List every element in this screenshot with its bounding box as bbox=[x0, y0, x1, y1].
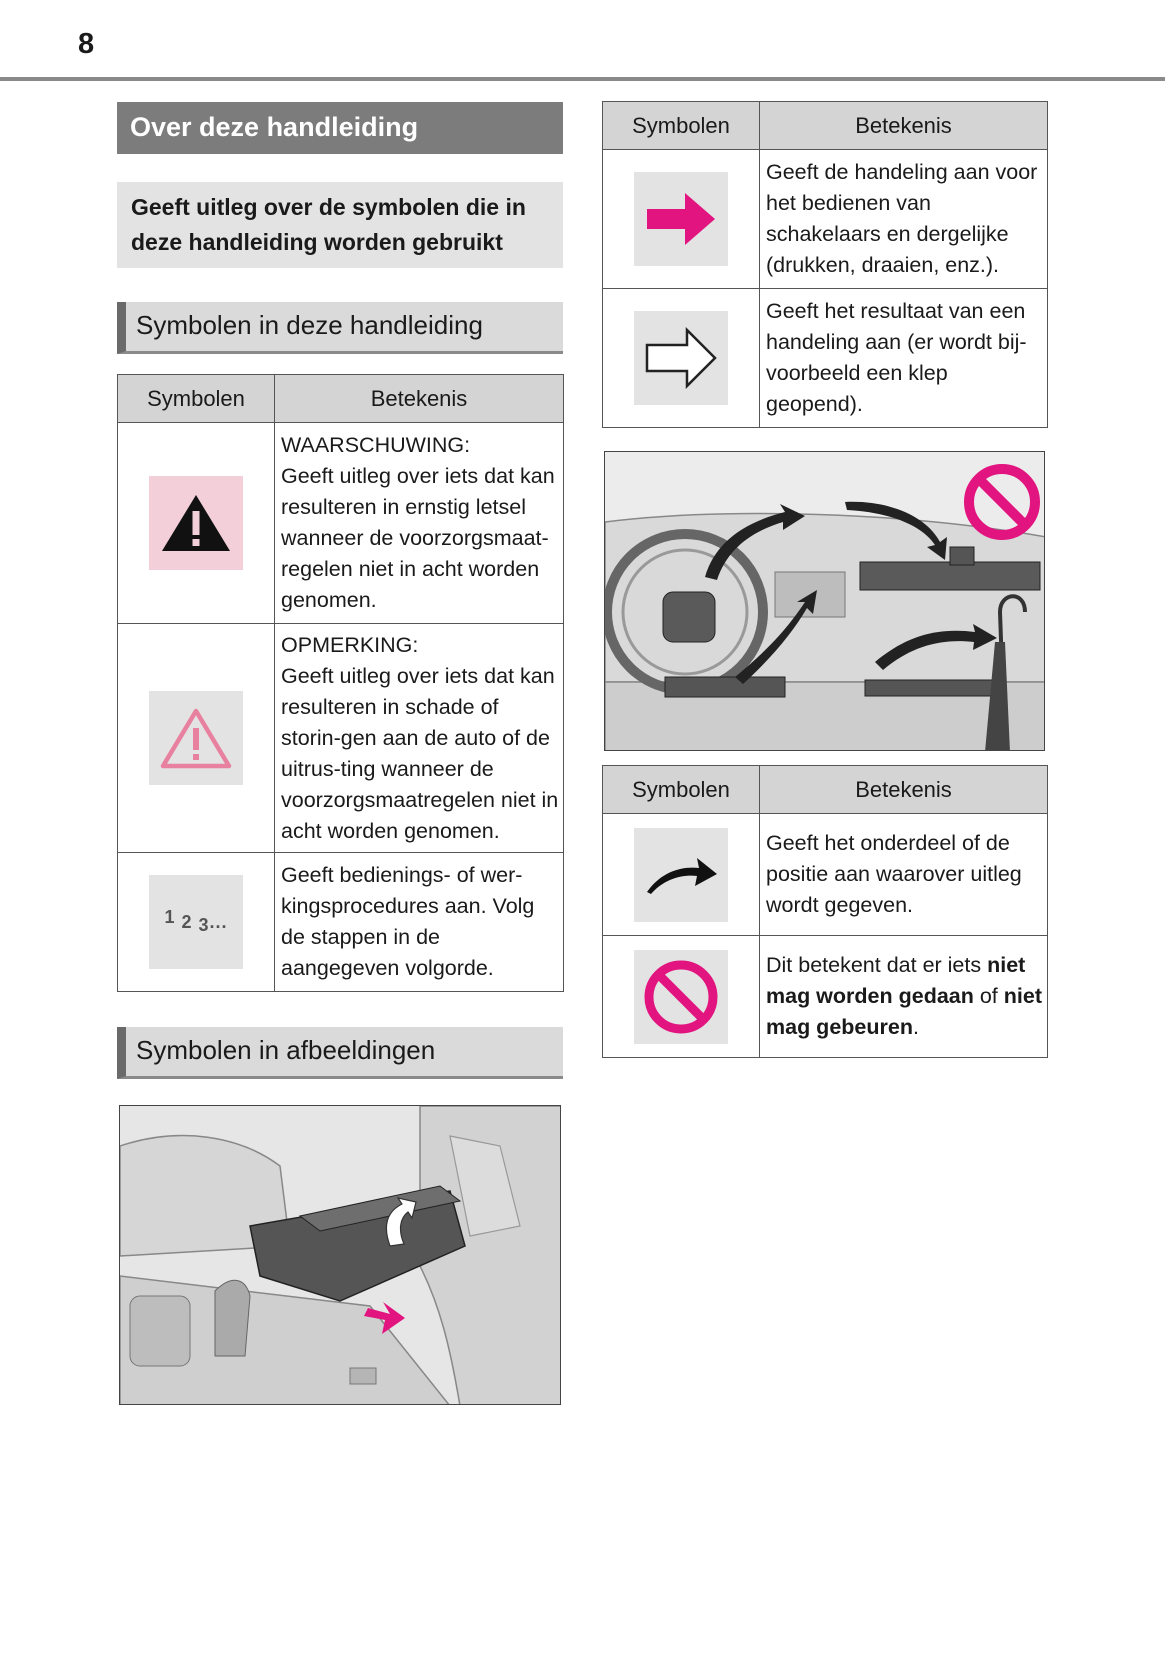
table-row bbox=[118, 423, 564, 624]
page-number: 8 bbox=[78, 28, 95, 60]
section-title: Over deze handleiding bbox=[117, 102, 563, 154]
table-row bbox=[603, 289, 1048, 428]
header-rule bbox=[0, 77, 1165, 81]
header-meaning: Betekenis bbox=[760, 766, 1048, 814]
symbols-manual-heading: Symbolen in deze handleiding bbox=[117, 302, 563, 354]
table-row bbox=[603, 150, 1048, 289]
header-meaning: Betekenis bbox=[760, 102, 1048, 150]
pointer-text: Geeft het onderdeel of de positie aan waarover uitleg wordt gegeven. bbox=[766, 831, 1022, 917]
intro-box: Geeft uitleg over de symbolen die in deze handleiding worden gebruikt bbox=[117, 182, 563, 268]
header-meaning: Betekenis bbox=[275, 375, 564, 423]
pointer-arrow-icon bbox=[634, 828, 728, 922]
steps-123-icon: 1 2 3... bbox=[149, 875, 243, 969]
prohibition-icon bbox=[634, 950, 728, 1044]
illustration-symbols-table bbox=[602, 765, 1048, 1058]
action-symbols-table bbox=[602, 101, 1048, 428]
notice-title: OPMERKING: bbox=[281, 632, 419, 657]
table-row bbox=[118, 853, 564, 992]
notice-text: Geeft uitleg over iets dat kan resulteren in schade of storin-gen aan de auto of de uitrus-ting wanneer de voorzorgsmaatregelen niet in acht worden genomen. bbox=[281, 663, 559, 843]
result-text: Geeft het resultaat van een handeling aan (er wordt bij-voorbeeld een klep geopend). bbox=[766, 299, 1027, 416]
result-arrow-icon bbox=[634, 311, 728, 405]
warning-triangle-icon bbox=[149, 476, 243, 570]
prohibition-text: Dit betekent dat er iets niet mag worden gedaan of niet mag gebeuren. bbox=[766, 953, 1042, 1039]
table-row bbox=[603, 814, 1048, 936]
symbols-illustrations-heading: Symbolen in afbeeldingen bbox=[117, 1027, 563, 1079]
notice-triangle-icon bbox=[149, 691, 243, 785]
console-illustration bbox=[119, 1105, 561, 1405]
header-symbol: Symbolen bbox=[118, 375, 275, 423]
dashboard-illustration bbox=[604, 451, 1045, 751]
header-symbol: Symbolen bbox=[603, 766, 760, 814]
table-row bbox=[118, 624, 564, 853]
warning-title: WAARSCHUWING: bbox=[281, 433, 471, 457]
operation-text: Geeft de handeling aan voor het bedienen van schakelaars en dergelijke (drukken, draaien, enz.). bbox=[766, 160, 1038, 277]
operation-arrow-icon bbox=[634, 172, 728, 266]
steps-text: Geeft bedienings- of wer-kingsprocedures aan. Volg de stappen in de aangegeven volgorde. bbox=[281, 863, 535, 980]
manual-symbols-table bbox=[117, 374, 564, 992]
warning-text: Geeft uitleg over iets dat kan resulteren in ernstig letsel wanneer de voorzorgsmaat-regelen niet in acht worden genomen. bbox=[281, 464, 555, 612]
header-symbol: Symbolen bbox=[603, 102, 760, 150]
table-row bbox=[603, 936, 1048, 1058]
